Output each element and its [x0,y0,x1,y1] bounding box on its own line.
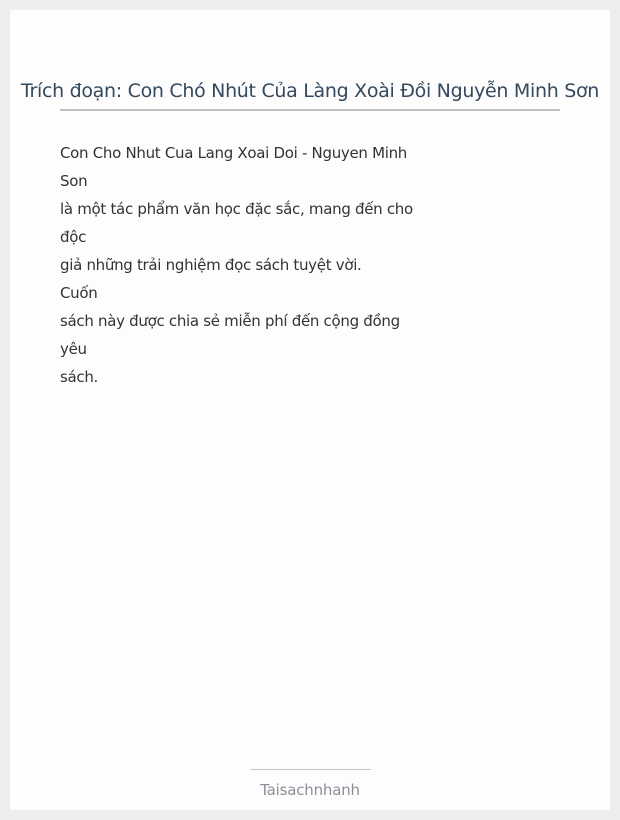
footer-divider [250,769,371,770]
excerpt-line: sách này được chia sẻ miễn phí đến cộng đồng [60,312,400,330]
excerpt-line: Con Cho Nhut Cua Lang Xoai Doi - Nguyen Minh [60,144,407,162]
excerpt-line: Son [60,172,88,190]
footer-brand: Taisachnhanh [260,781,360,799]
excerpt-line: sách. [60,368,99,386]
excerpt-line: là một tác phẩm văn học đặc sắc, mang đến cho [60,200,413,218]
excerpt-line: Cuốn [60,284,98,302]
excerpt-line: giả những trải nghiệm đọc sách tuyệt vời. [60,256,362,274]
document-card [10,10,610,810]
excerpt-body [60,139,420,391]
excerpt-line: độc [60,228,87,246]
document-title: Trích đoạn: Con Chó Nhút Của Làng Xoài Đồi Nguyễn Minh Sơn [20,80,600,102]
title-divider [60,109,560,111]
excerpt-line: yêu [60,340,87,358]
